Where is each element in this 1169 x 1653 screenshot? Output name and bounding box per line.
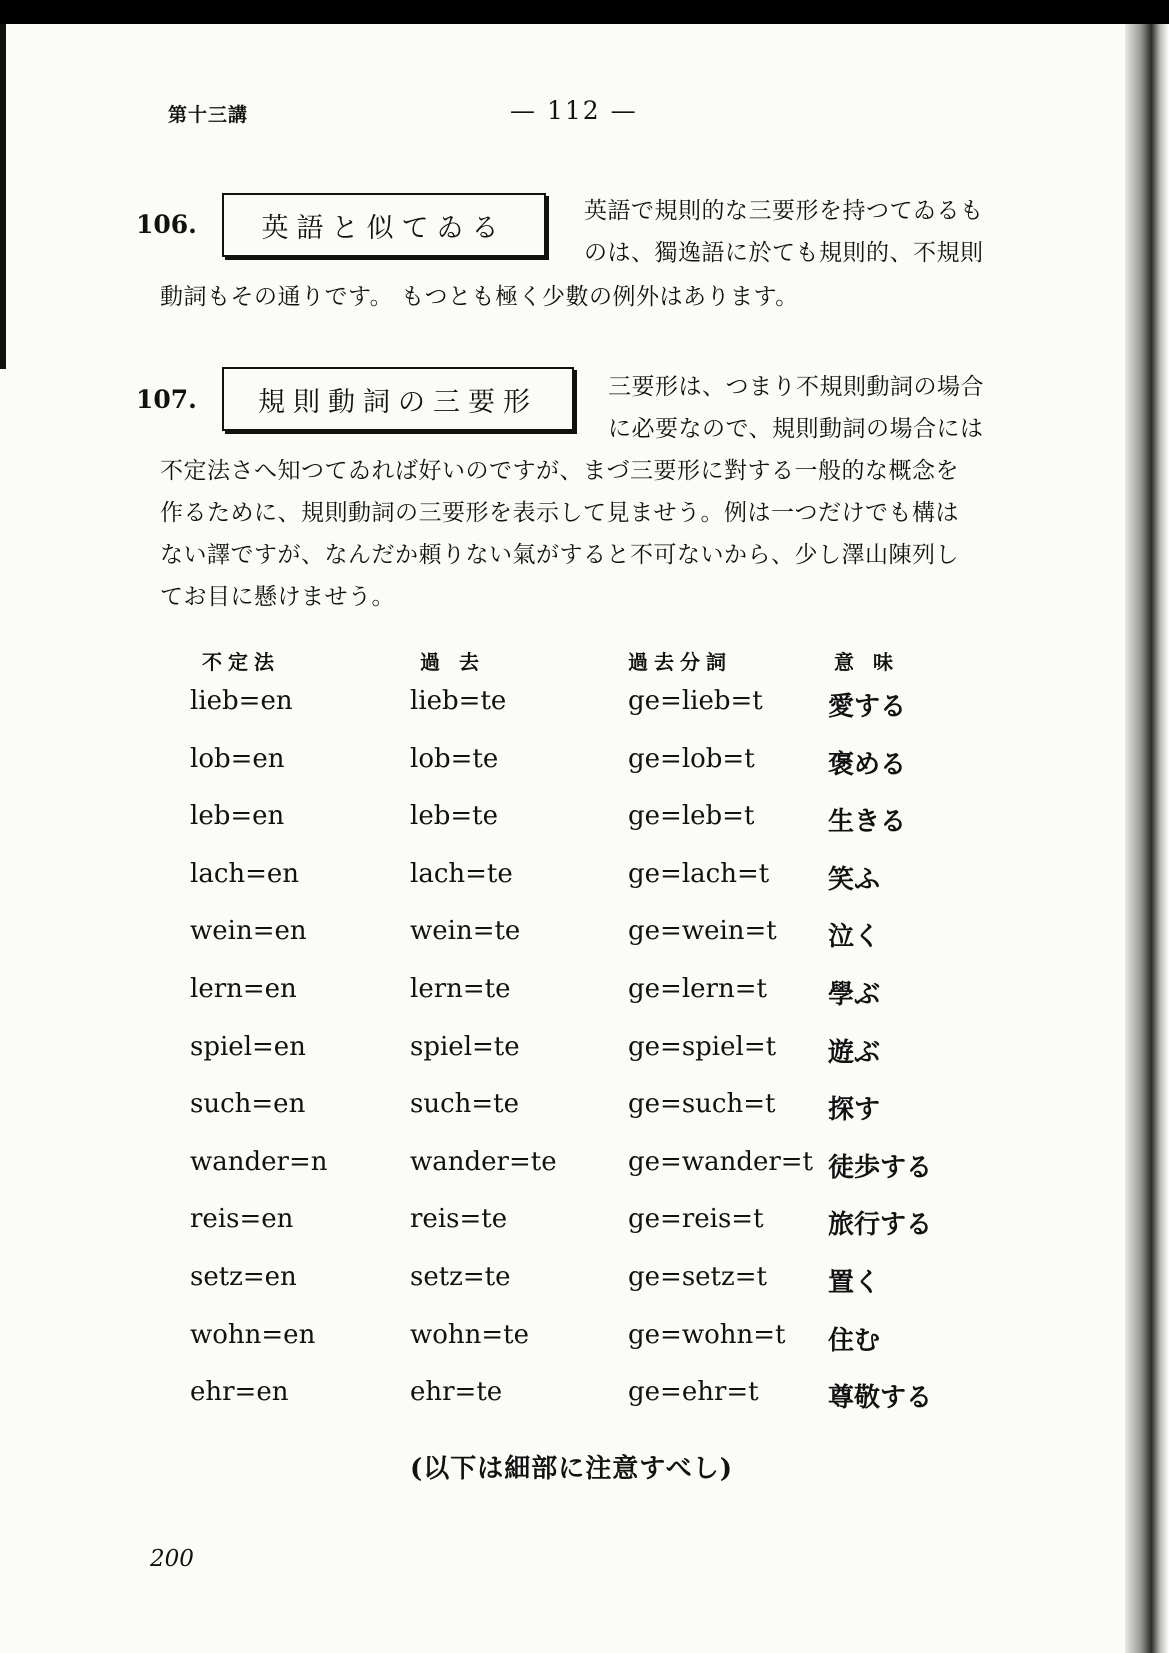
section-title-box: 規則動詞の三要形 [222, 367, 574, 431]
verb-form-cell: lach=te [410, 858, 513, 889]
verb-form-cell: wohn=en [190, 1319, 316, 1350]
meaning-cell: 笑ふ [828, 864, 881, 895]
verb-form-cell: lob=en [190, 743, 285, 774]
text-line: 英語で規則的な三要形を持つてゐるも [584, 198, 984, 224]
folio-number: 200 [150, 1546, 194, 1572]
verb-form-cell: ge=reis=t [628, 1204, 764, 1235]
meaning-cell: 置く [828, 1268, 881, 1298]
verb-form-cell: wander=te [410, 1146, 557, 1177]
verb-form-cell: ge=such=t [628, 1089, 776, 1120]
verb-form-cell: lern=te [410, 974, 511, 1004]
verb-form-cell: reis=en [190, 1204, 294, 1235]
meaning-cell: 愛する [828, 692, 907, 722]
verb-form-cell: ge=ehr=t [628, 1377, 759, 1408]
text-line: 三要形は、つまり不規則動詞の場合 [608, 374, 984, 400]
verb-form-cell: setz=en [190, 1262, 297, 1292]
verb-form-cell: ge=setz=t [628, 1262, 767, 1292]
page-number: — 112 — [510, 96, 638, 125]
verb-form-cell: wohn=te [410, 1319, 530, 1350]
verb-form-cell: ge=wander=t [628, 1146, 814, 1177]
section-title-box: 英語と似てゐる [222, 193, 546, 257]
meaning-cell: 探す [828, 1095, 881, 1126]
verb-form-cell: ehr=en [190, 1377, 289, 1408]
running-head: 第十三講 [168, 104, 249, 126]
section-number: 106. [136, 210, 197, 239]
text-line: 不定法さへ知つてゐれば好いのですが、まづ三要形に對する一般的な概念を [160, 458, 959, 484]
text-line: のは、獨逸語に於ても規則的、不規則 [584, 240, 984, 266]
text-line: に必要なので、規則動詞の場合には [608, 416, 984, 442]
verb-form-cell: lob=te [410, 743, 499, 774]
verb-form-cell: lach=en [190, 858, 300, 889]
verb-form-cell: ehr=te [410, 1377, 503, 1408]
verb-form-cell: wein=te [410, 916, 521, 947]
verb-form-cell: lieb=te [410, 686, 507, 716]
verb-form-cell: setz=te [410, 1262, 511, 1292]
verb-form-cell: spiel=en [190, 1031, 306, 1062]
meaning-cell: 徒歩する [828, 1152, 933, 1183]
verb-form-cell: ge=wohn=t [628, 1319, 786, 1350]
verb-form-cell: ge=lob=t [628, 743, 755, 774]
verb-form-cell: wein=en [190, 916, 307, 947]
text-line: 動詞もその通りです。 もつとも極く少數の例外はあります。 [160, 284, 799, 310]
text-line: 作るために、規則動詞の三要形を表示して見ませう。例は一つだけでも構は [160, 500, 959, 526]
text-line: ない譯ですが、なんだか頼りない氣がすると不可ないから、少し澤山陳列し [160, 542, 959, 568]
verb-form-cell: leb=en [190, 801, 285, 832]
column-header: 意 味 [834, 650, 899, 674]
verb-form-cell: such=en [190, 1089, 306, 1120]
verb-form-cell: such=te [410, 1089, 520, 1120]
verb-form-cell: lern=en [190, 974, 297, 1004]
meaning-cell: 生きる [828, 807, 907, 838]
verb-form-cell: ge=leb=t [628, 801, 755, 832]
page-spine-shadow [1125, 24, 1169, 1653]
verb-form-cell: lieb=en [190, 686, 293, 716]
verb-form-cell: reis=te [410, 1204, 508, 1235]
meaning-cell: 學ぶ [828, 980, 881, 1010]
meaning-cell: 褒める [828, 749, 907, 780]
book-page [0, 24, 1128, 1653]
meaning-cell: 住む [828, 1325, 881, 1356]
verb-form-cell: wander=n [190, 1146, 328, 1177]
meaning-cell: 尊敬する [828, 1383, 933, 1414]
scan-left-edge [0, 24, 6, 369]
verb-form-cell: ge=wein=t [628, 916, 777, 947]
meaning-cell: 泣く [828, 922, 881, 953]
column-header: 過去分詞 [628, 650, 732, 674]
verb-form-cell: ge=lach=t [628, 858, 770, 889]
column-header: 不定法 [202, 650, 280, 674]
text-line: てお目に懸けませう。 [160, 584, 395, 610]
footnote: (以下は細部に注意すべし) [410, 1454, 734, 1484]
verb-form-cell: spiel=te [410, 1031, 520, 1062]
meaning-cell: 遊ぶ [828, 1037, 881, 1068]
verb-form-cell: ge=lieb=t [628, 686, 763, 716]
column-header: 過 去 [420, 650, 485, 674]
section-number: 107. [136, 385, 197, 414]
verb-form-cell: leb=te [410, 801, 498, 832]
meaning-cell: 旅行する [828, 1210, 933, 1241]
verb-form-cell: ge=spiel=t [628, 1031, 777, 1062]
verb-form-cell: ge=lern=t [628, 974, 767, 1004]
